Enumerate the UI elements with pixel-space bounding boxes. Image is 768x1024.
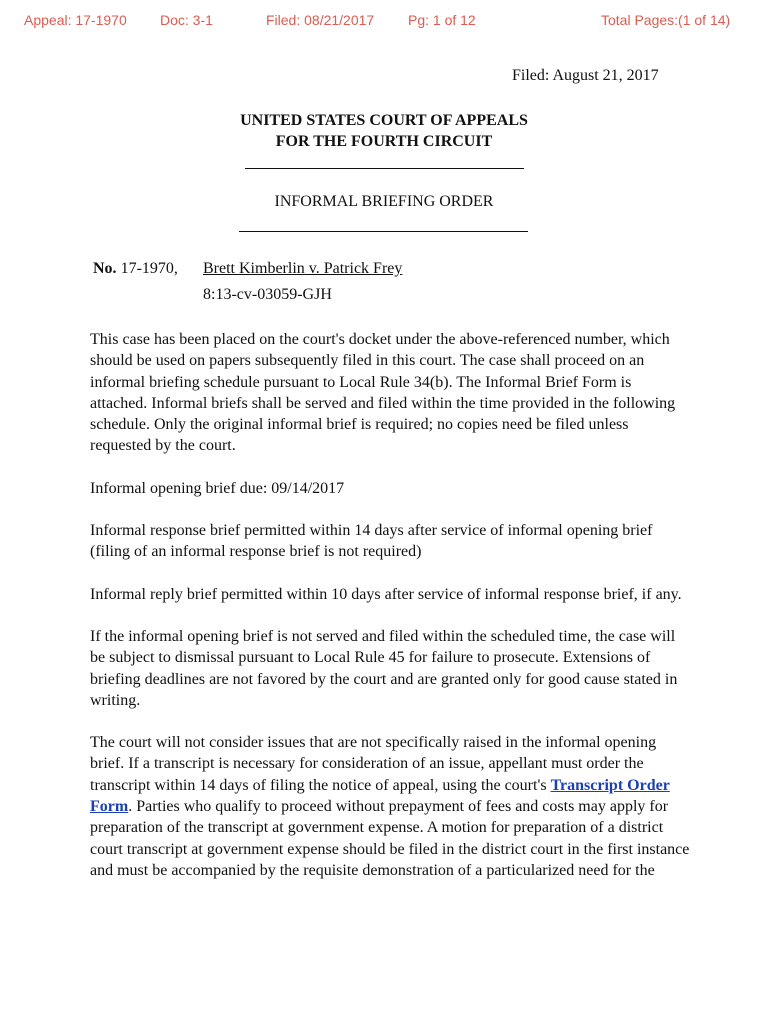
circuit-line: FOR THE FOURTH CIRCUIT xyxy=(275,133,493,150)
case-number xyxy=(93,260,178,278)
paragraph-reply-brief: Informal reply brief permitted within 10 days after service of informal response brief, if any. xyxy=(90,585,682,603)
district-case-number: 8:13-cv-03059-GJH xyxy=(203,286,332,303)
header-page-number: Pg: 1 of 12 xyxy=(408,12,476,28)
header-doc-number: Doc: 3-1 xyxy=(160,12,213,28)
transcript-text-after: . Parties who qualify to proceed without prepayment of fees and costs may apply for preparation of the transcript at government expense. A motion for preparation of a district court transcript at government expense should be filed in the district court in the first instance and must be accompanied by the requisite demonstration of a particularized need for the xyxy=(90,798,690,879)
court-name-line: UNITED STATES COURT OF APPEALS xyxy=(240,112,528,129)
title-divider xyxy=(239,231,528,232)
header-appeal-number: Appeal: 17-1970 xyxy=(24,12,127,28)
filed-date: Filed: August 21, 2017 xyxy=(512,67,659,84)
court-heading xyxy=(0,110,768,152)
paragraph-opening-due: Informal opening brief due: 09/14/2017 xyxy=(90,479,345,497)
case-number-value: 17-1970, xyxy=(116,260,178,277)
order-title: INFORMAL BRIEFING ORDER xyxy=(274,193,494,210)
order-body xyxy=(90,329,690,902)
transcript-order-form-link[interactable]: Transcript Order Form xyxy=(90,776,670,816)
paragraph-docket-notice: This case has been placed on the court's docket under the above-referenced number, which should be used on papers subsequently filed in this court. The case shall proceed on an informal briefing schedule pursuant to Local Rule 34(b). The Informal Brief Form is attached. Informal briefs shall be served and filed within the time provided in the following schedule. Only the original informal brief is required; no copies need be filed unless requested by the court. xyxy=(90,331,676,455)
paragraph-dismissal-warning: If the informal opening brief is not served and filed within the scheduled time, the case will be subject to dismissal pursuant to Local Rule 45 for failure to prosecute. Extensions of briefing deadlines are not favored by the court and are granted only for good cause stated in writing. xyxy=(90,627,678,709)
transcript-text-before: The court will not consider issues that are not specifically raised in the informal opening brief. If a transcript is necessary for consideration of an issue, appellant must order the transcript within 14 days of filing the notice of appeal, using the court's xyxy=(90,734,657,794)
heading-divider xyxy=(245,168,524,169)
paragraph-transcript xyxy=(90,732,690,881)
case-number-label: No. xyxy=(93,260,117,277)
header-filed-date: Filed: 08/21/2017 xyxy=(266,12,375,28)
paragraph-response-brief: Informal response brief permitted within 14 days after service of informal opening brief (filing of an informal response brief is not required) xyxy=(90,522,653,561)
header-total-pages: Total Pages:(1 of 14) xyxy=(601,12,731,28)
case-caption: Brett Kimberlin v. Patrick Frey xyxy=(203,260,403,277)
